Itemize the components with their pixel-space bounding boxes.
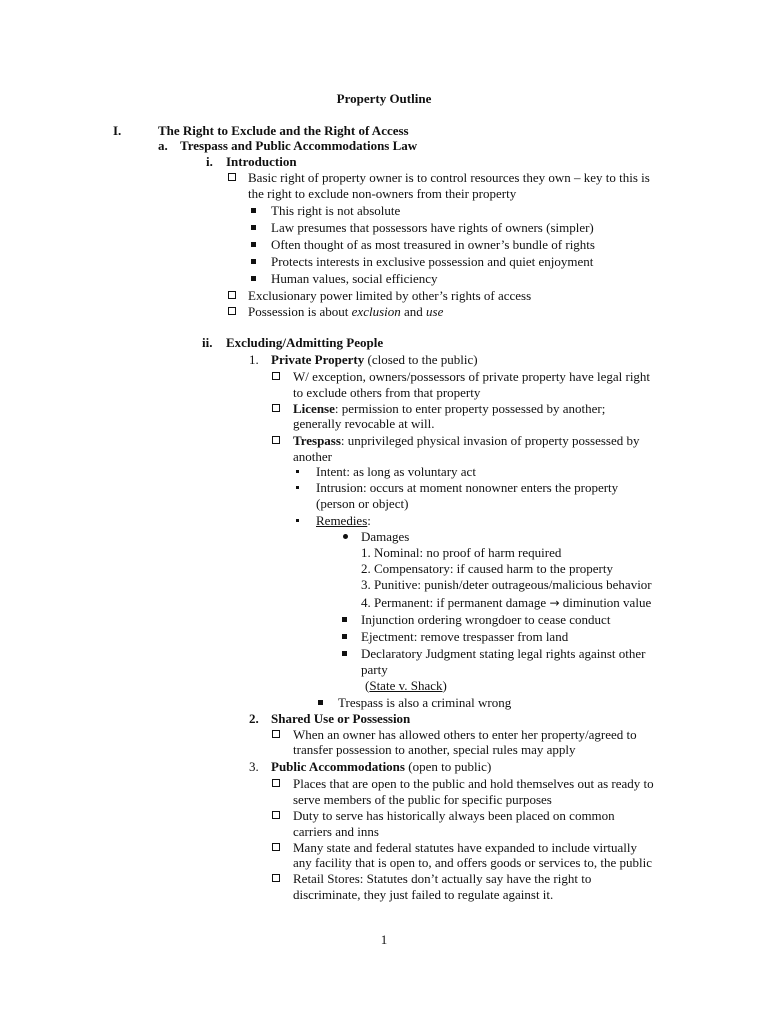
text-line: discriminate, they just failed to regulate against it. — [293, 887, 554, 902]
text-line: any facility that is open to, and offers goods or services to, the public — [293, 855, 652, 870]
remedies-colon: : — [367, 513, 371, 528]
case-name: State v. Shack — [369, 678, 443, 693]
square-bullet-icon — [272, 727, 280, 743]
text-line: When an owner has allowed others to enter her property/agreed to — [293, 727, 637, 742]
intro-sub-bullet: Protects interests in exclusive possession and quiet enjoyment — [271, 254, 594, 269]
document-title: Property Outline — [336, 91, 432, 106]
item-heading: Public Accommodations — [271, 759, 405, 774]
filled-square-bullet-icon — [318, 695, 323, 711]
text-line: W/ exception, owners/possessors of private property have legal right — [293, 369, 651, 384]
square-bullet-icon — [272, 840, 280, 856]
intro-sub-bullet: Often thought of as most treasured in owner’s bundle of rights — [271, 237, 595, 252]
and-word: and — [400, 304, 427, 319]
text-line: Many state and federal statutes have expanded to include virtually — [293, 840, 638, 855]
square-bullet-icon — [272, 433, 280, 449]
small-bullet-icon — [296, 480, 299, 496]
page-number: 1 — [380, 932, 388, 947]
item-heading: Shared Use or Possession — [271, 711, 411, 726]
text-line: another — [293, 449, 332, 464]
license-term: License — [293, 401, 335, 416]
filled-square-bullet-icon — [342, 646, 347, 662]
item-number: 1. — [249, 352, 259, 367]
damage-type: 1. Nominal: no proof of harm required — [361, 545, 562, 560]
exclusion-word: exclusion — [351, 304, 401, 319]
damage-type-permanent — [361, 595, 651, 611]
section-heading: The Right to Exclude and the Right of Access — [158, 123, 409, 138]
text-line: Places that are open to the public and hold themselves out as ready to — [293, 776, 654, 791]
square-bullet-icon — [228, 170, 236, 186]
text-line: Intent: as long as voluntary act — [316, 464, 476, 479]
item-heading-line — [271, 352, 478, 368]
text-line: Trespass is also a criminal wrong — [338, 695, 512, 710]
remedies-label: Remedies — [316, 513, 368, 528]
damage-type: 3. Punitive: punish/deter outrageous/malicious behavior — [361, 577, 652, 592]
square-bullet-icon — [272, 808, 280, 824]
intro-text-line: Basic right of property owner is to control resources they own – key to this is — [248, 170, 650, 185]
right-arrow-icon: → — [549, 596, 560, 610]
filled-square-bullet-icon — [251, 203, 256, 219]
filled-square-bullet-icon — [251, 237, 256, 253]
text-line: Injunction ordering wrongdoer to cease conduct — [361, 612, 611, 627]
use-word: use — [426, 304, 444, 319]
square-bullet-icon — [228, 288, 236, 304]
subsection-heading: Trespass and Public Accommodations Law — [180, 138, 418, 153]
intro-sub-bullet: This right is not absolute — [271, 203, 401, 218]
item-note: (open to public) — [404, 759, 492, 774]
text-line: (person or object) — [316, 496, 409, 511]
case-close-paren: ) — [442, 678, 447, 693]
item-note: (closed to the public) — [364, 352, 478, 367]
square-bullet-icon — [272, 369, 280, 385]
section-number: I. — [113, 123, 122, 138]
trespass-term: Trespass — [293, 433, 341, 448]
text-line: Intrusion: occurs at moment nonowner enters the property — [316, 480, 619, 495]
part-number: i. — [206, 154, 213, 169]
text-line: transfer possession to another, special rules may apply — [293, 742, 576, 757]
text-line: carriers and inns — [293, 824, 379, 839]
intro-sub-bullet: Human values, social efficiency — [271, 271, 438, 286]
part-number: ii. — [202, 335, 213, 350]
possession-prefix: Possession is about — [248, 304, 352, 319]
remedies-line — [316, 513, 371, 529]
permanent-suffix: diminution value — [559, 595, 652, 610]
case-open-paren: ( — [365, 678, 370, 693]
square-bullet-icon — [272, 776, 280, 792]
text-line: to exclude others from that property — [293, 385, 481, 400]
square-bullet-icon — [228, 304, 236, 320]
intro-text-line: the right to exclude non-owners from their property — [248, 186, 517, 201]
damage-type: 2. Compensatory: if caused harm to the property — [361, 561, 613, 576]
filled-square-bullet-icon — [251, 271, 256, 287]
intro-sub-bullet: Law presumes that possessors have rights of owners (simpler) — [271, 220, 594, 235]
permanent-prefix: 4. Permanent: if permanent damage — [361, 595, 550, 610]
text-line: Retail Stores: Statutes don’t actually say have the right to — [293, 871, 592, 886]
round-bullet-icon — [343, 529, 348, 545]
item-heading: Private Property — [271, 352, 365, 367]
possession-line — [248, 304, 443, 320]
license-line — [293, 401, 605, 417]
text-line: Duty to serve has historically always been placed on common — [293, 808, 615, 823]
trespass-definition: : unprivileged physical invasion of property possessed by — [340, 433, 640, 448]
license-definition: : permission to enter property possessed by another; — [334, 401, 606, 416]
subsection-number: a. — [158, 138, 168, 153]
part-heading: Excluding/Admitting People — [226, 335, 384, 350]
case-citation — [365, 678, 447, 694]
damages-label: Damages — [361, 529, 410, 544]
square-bullet-icon — [272, 401, 280, 417]
text-line: serve members of the public for specific purposes — [293, 792, 552, 807]
item-heading-line — [271, 759, 491, 775]
item-number: 3. — [249, 759, 259, 774]
square-bullet-icon — [272, 871, 280, 887]
filled-square-bullet-icon — [342, 629, 347, 645]
text-line: Ejectment: remove trespasser from land — [361, 629, 569, 644]
text-line: Declaratory Judgment stating legal rights against other — [361, 646, 646, 661]
intro-text-line: Exclusionary power limited by other’s rights of access — [248, 288, 532, 303]
filled-square-bullet-icon — [342, 612, 347, 628]
text-line: generally revocable at will. — [293, 416, 435, 431]
small-bullet-icon — [296, 464, 299, 480]
item-number: 2. — [249, 711, 259, 726]
small-bullet-icon — [296, 513, 299, 529]
text-line: party — [361, 662, 388, 677]
filled-square-bullet-icon — [251, 254, 256, 270]
filled-square-bullet-icon — [251, 220, 256, 236]
trespass-line — [293, 433, 640, 449]
part-heading: Introduction — [226, 154, 297, 169]
